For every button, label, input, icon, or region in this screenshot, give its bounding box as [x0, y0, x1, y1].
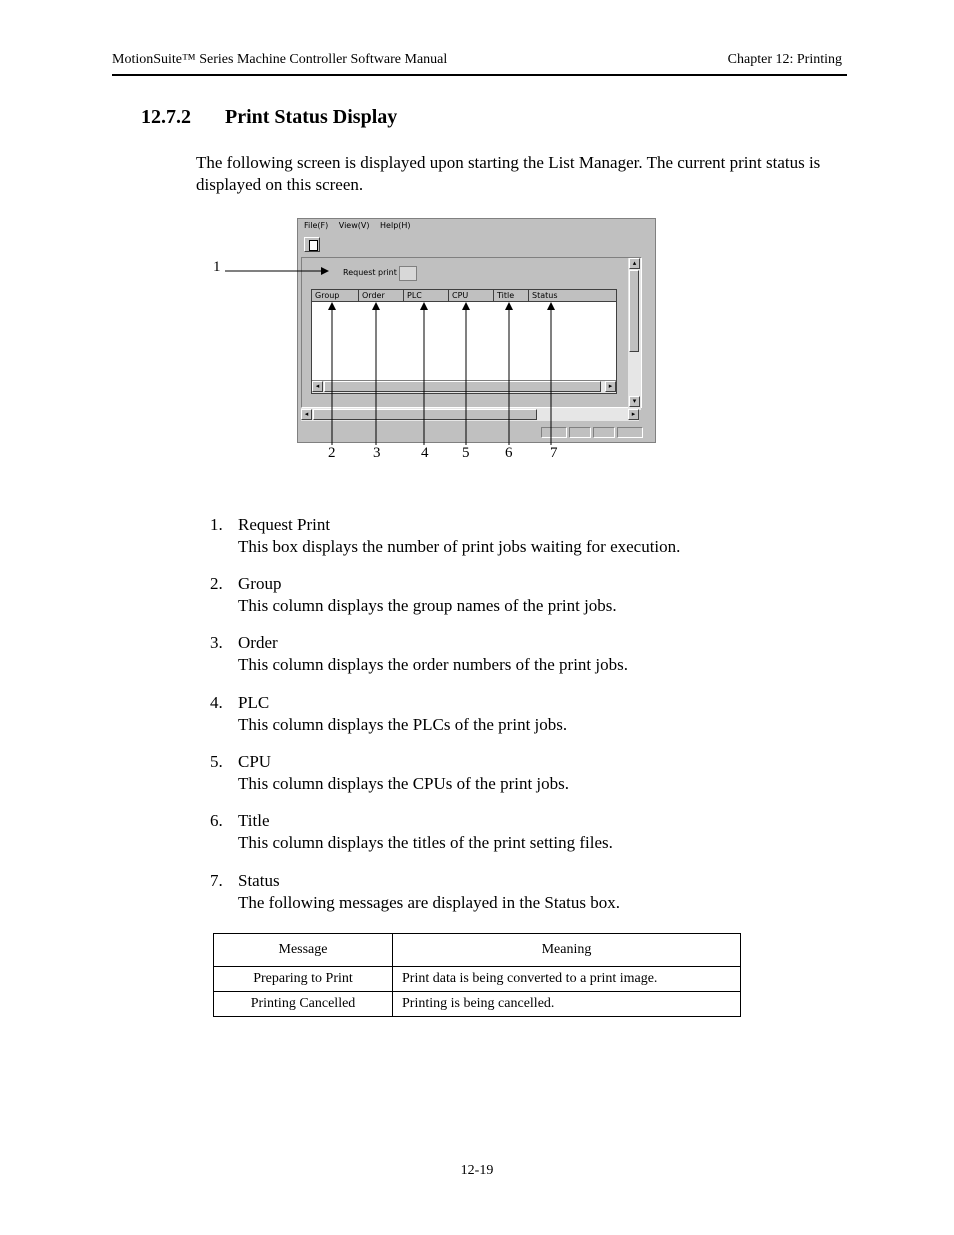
callout-number-4: 4 — [421, 445, 429, 461]
item-title: Group — [238, 574, 282, 593]
item-description: This column displays the group names of the print jobs. — [238, 596, 617, 615]
client-scroll-left-button[interactable]: ◂ — [301, 409, 312, 420]
callout-number-2: 2 — [328, 445, 336, 461]
item-description: This column displays the CPUs of the print jobs. — [238, 774, 570, 793]
item-title: Status — [238, 871, 280, 890]
scroll-left-button[interactable]: ◂ — [312, 381, 323, 392]
list-item — [210, 632, 628, 676]
item-number: 5. — [210, 752, 223, 771]
table-cell-message: Printing Cancelled — [214, 992, 393, 1017]
item-title: Order — [238, 633, 278, 652]
item-title: Request Print — [238, 515, 331, 534]
item-number: 3. — [210, 633, 223, 652]
item-description: The following messages are displayed in the Status box. — [238, 893, 620, 912]
table-header-message: Message — [214, 934, 393, 967]
list-item — [210, 751, 569, 795]
item-title: CPU — [238, 752, 272, 771]
column-title[interactable]: Title — [494, 290, 529, 302]
scroll-right-button[interactable]: ▸ — [605, 381, 616, 392]
table-row — [214, 992, 741, 1017]
list-item — [210, 514, 680, 558]
list-item — [210, 810, 613, 854]
callout-number-7: 7 — [550, 445, 558, 461]
column-order[interactable]: Order — [359, 290, 404, 302]
menu-view[interactable]: View(V) — [338, 221, 370, 230]
intro-paragraph: The following screen is displayed upon starting the List Manager. The current print status is displayed on this screen. — [196, 153, 821, 194]
running-header-chapter: Chapter 12: Printing — [727, 52, 842, 67]
item-number: 4. — [210, 693, 223, 712]
list-item — [210, 692, 567, 736]
item-number: 1. — [210, 515, 223, 534]
list-item — [210, 870, 620, 914]
item-description: This column displays the titles of the print setting files. — [238, 833, 613, 852]
table-cell-message: Preparing to Print — [214, 967, 393, 992]
callout-number-6: 6 — [505, 445, 513, 461]
page-number: 12-19 — [460, 1163, 494, 1178]
scroll-down-button[interactable]: ▾ — [629, 396, 640, 407]
table-header-meaning: Meaning — [393, 934, 741, 967]
table-cell-meaning: Printing is being cancelled. — [393, 992, 741, 1017]
request-print-label: Request print — [343, 268, 397, 277]
column-group[interactable]: Group — [312, 290, 359, 302]
section-number: 12.7.2 — [141, 106, 191, 128]
scroll-up-button[interactable]: ▴ — [629, 258, 640, 269]
item-title: PLC — [238, 693, 270, 712]
item-number: 7. — [210, 871, 223, 890]
table-header-row — [214, 934, 741, 967]
callout-number-5: 5 — [462, 445, 470, 461]
list-item — [210, 573, 617, 617]
item-description: This column displays the order numbers of the print jobs. — [238, 655, 628, 674]
item-number: 2. — [210, 574, 223, 593]
running-header-title: MotionSuite™ Series Machine Controller Software Manual — [112, 52, 448, 67]
column-plc[interactable]: PLC — [404, 290, 449, 302]
client-scroll-right-button[interactable]: ▸ — [628, 409, 639, 420]
item-number: 6. — [210, 811, 223, 830]
menu-help[interactable]: Help(H) — [380, 221, 411, 230]
column-cpu[interactable]: CPU — [449, 290, 494, 302]
menu-file[interactable]: File(F) — [304, 221, 329, 230]
callout-number-3: 3 — [373, 445, 381, 461]
item-title: Title — [238, 811, 270, 830]
column-status[interactable]: Status — [529, 290, 616, 302]
table-cell-meaning: Print data is being converted to a print image. — [393, 967, 741, 992]
table-row — [214, 967, 741, 992]
status-message-table — [213, 933, 741, 1017]
item-description: This box displays the number of print jobs waiting for execution. — [238, 537, 681, 556]
section-title: Print Status Display — [225, 106, 398, 128]
callout-number-1: 1 — [213, 259, 221, 275]
item-description: This column displays the PLCs of the print jobs. — [238, 715, 568, 734]
